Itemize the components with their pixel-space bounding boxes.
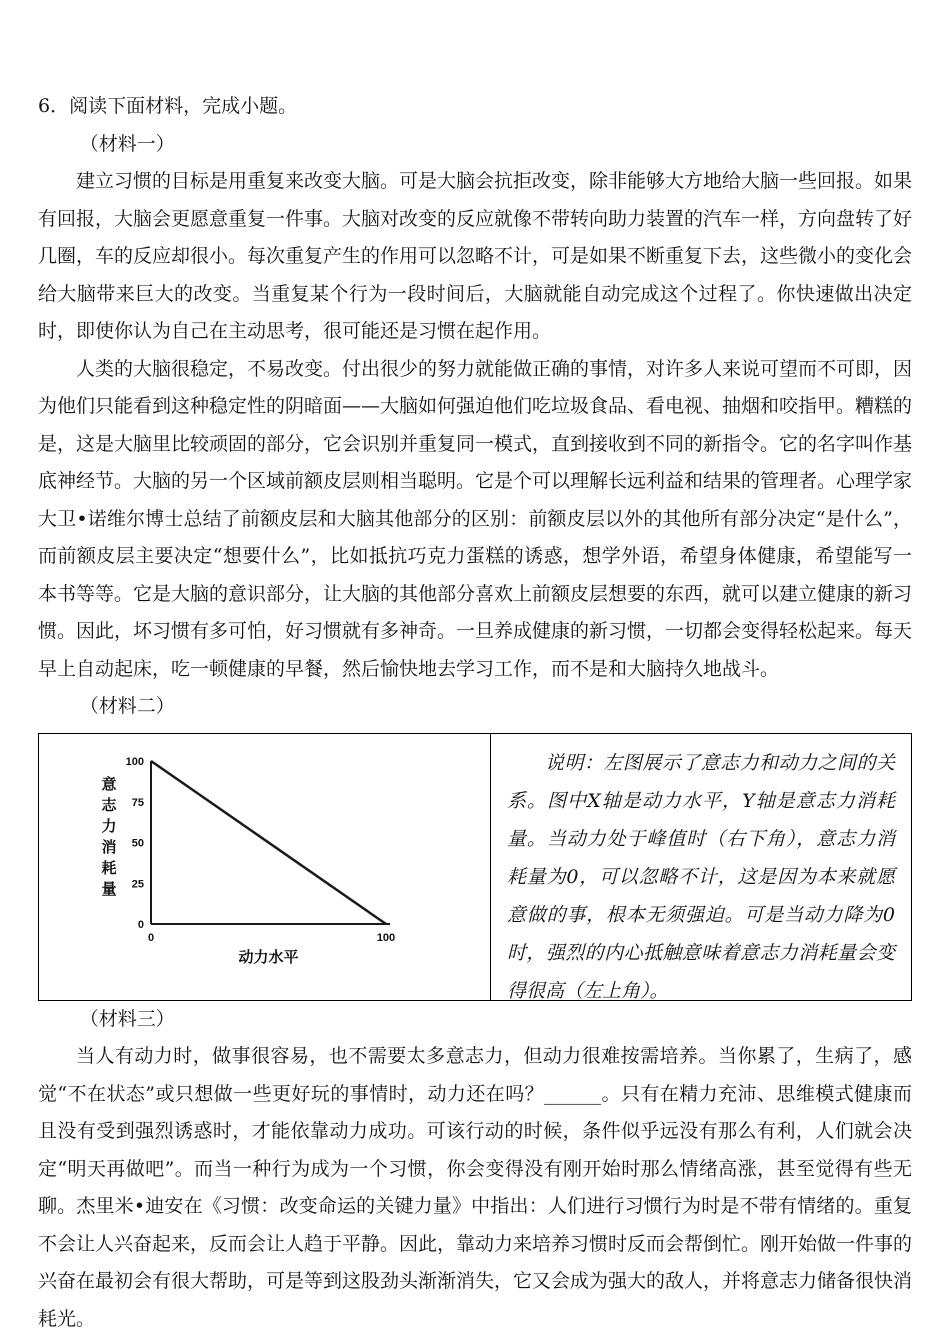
y-axis-title-char: 意 bbox=[101, 775, 117, 793]
y-tick-label: 75 bbox=[131, 796, 144, 809]
y-tick-label: 50 bbox=[131, 837, 144, 849]
material-1-label: （材料一） bbox=[79, 132, 175, 155]
y-tick-label: 100 bbox=[125, 755, 144, 768]
y-tick-label: 25 bbox=[131, 877, 144, 890]
material-1-paragraph-2: 人类的大脑很稳定，不易改变。付出很少的努力就能做正确的事情，对许多人来说可望而不可即，因为他们只能看到这种稳定性的阴暗面——大脑如何强迫他们吃垃圾食品、看电视、抽烟和咬指甲。糟糕的是，这是大脑里比较顽固的部分，它会识别并重复同一模式，直到接收到不同的新指令。它的名字叫作基底神经节。大脑的另一个区域前额皮层则相当聪明。它是个可以理解长远利益和结果的管理者。心理学家大卫•诺维尔博士总结了前额皮层和大脑其他部分的区别：前额皮层以外的其他所有部分决定“是什么”，而前额皮层主要决定“想要什么”，比如抵抗巧克力蛋糕的诱惑，想学外语，希望身体健康，希望能写一本书等等。它是大脑的意识部分，让大脑的其他部分喜欢上前额皮层想要的东西，就可以建立健康的新习惯。因此，坏习惯有多可怕，好习惯就有多神奇。一旦养成健康的新习惯，一切都会变得轻松起来。每天早上自动起床，吃一顿健康的早餐，然后愉快地去学习工作，而不是和大脑持久地战斗。 bbox=[38, 357, 913, 680]
material-2-figure-box bbox=[38, 733, 912, 1001]
x-tick-label: 100 bbox=[376, 931, 396, 944]
y-axis-title-char: 量 bbox=[101, 880, 117, 898]
y-axis-title-char: 消 bbox=[101, 838, 117, 856]
x-tick-label: 0 bbox=[147, 931, 155, 944]
material-3-label: （材料三） bbox=[79, 1007, 175, 1030]
material-2-label: （材料二） bbox=[79, 695, 175, 717]
y-axis-title-char: 志 bbox=[101, 796, 117, 814]
chart-caption-text: 说明：左图展示了意志力和动力之间的关系。图中X轴是动力水平，Y轴是意志力消耗量。当动力处于峰值时（右下角），意志力消耗量为0，可以忽略不计，这是因为本来就愿意做的事，根本无须强迫。可是当动力降为0时，强烈的内心抵触意味着意志力消耗量会变得很高（左上角）。 bbox=[507, 751, 895, 1002]
willpower-line bbox=[151, 761, 386, 924]
material-3-paragraph-1: 当人有动力时，做事很容易，也不需要太多意志力，但动力很难按需培养。当你累了，生病了，感觉“不在状态”或只想做一些更好玩的事情时，动力还在吗？______。只有在精力充沛、思维模式健康而且没有受到强烈诱惑时，才能依靠动力成功。可该行动的时候，条件似乎远没有那么有利，人们就会决定“明天再做吧”。而当一种行为成为一个习惯，你会变得没有刚开始时那么情绪高涨，甚至觉得有些无聊。杰里米•迪安在《习惯：改变命运的关键力量》中指出：人们进行习惯行为时是不带有情绪的。重复不会让人兴奋起来，反而会让人趋于平静。因此，靠动力来培养习惯时反而会帮倒忙。刚开始做一件事的兴奋在最初会有很大帮助，可是等到这股劲头渐渐消失，它又会成为强大的敌人，并将意志力储备很快消耗光。 bbox=[38, 1045, 913, 1330]
y-axis-title-char: 耗 bbox=[101, 859, 117, 877]
material-1-paragraph-1: 建立习惯的目标是用重复来改变大脑。可是大脑会抗拒改变，除非能够大方地给大脑一些回报。如果有回报，大脑会更愿意重复一件事。大脑对改变的反应就像不带转向助力装置的汽车一样，方向盘转了好几圈，车的反应却很小。每次重复产生的作用可以忽略不计，可是如果不断重复下去，这些微小的变化会给大脑带来巨大的改变。当重复某个行为一段时间后，大脑就能自动完成这个过程了。你快速做出决定时，即使你认为自己在主动思考，很可能还是习惯在起作用。 bbox=[38, 170, 913, 342]
chart-caption-cell bbox=[491, 734, 911, 1000]
willpower-motivation-chart bbox=[39, 734, 491, 1000]
question-title: 6．阅读下面材料，完成小题。 bbox=[38, 95, 298, 117]
y-tick-label: 0 bbox=[137, 918, 144, 931]
x-axis-title: 动力水平 bbox=[238, 948, 299, 966]
y-axis-title-char: 力 bbox=[101, 817, 117, 835]
chart-canvas bbox=[39, 734, 489, 999]
